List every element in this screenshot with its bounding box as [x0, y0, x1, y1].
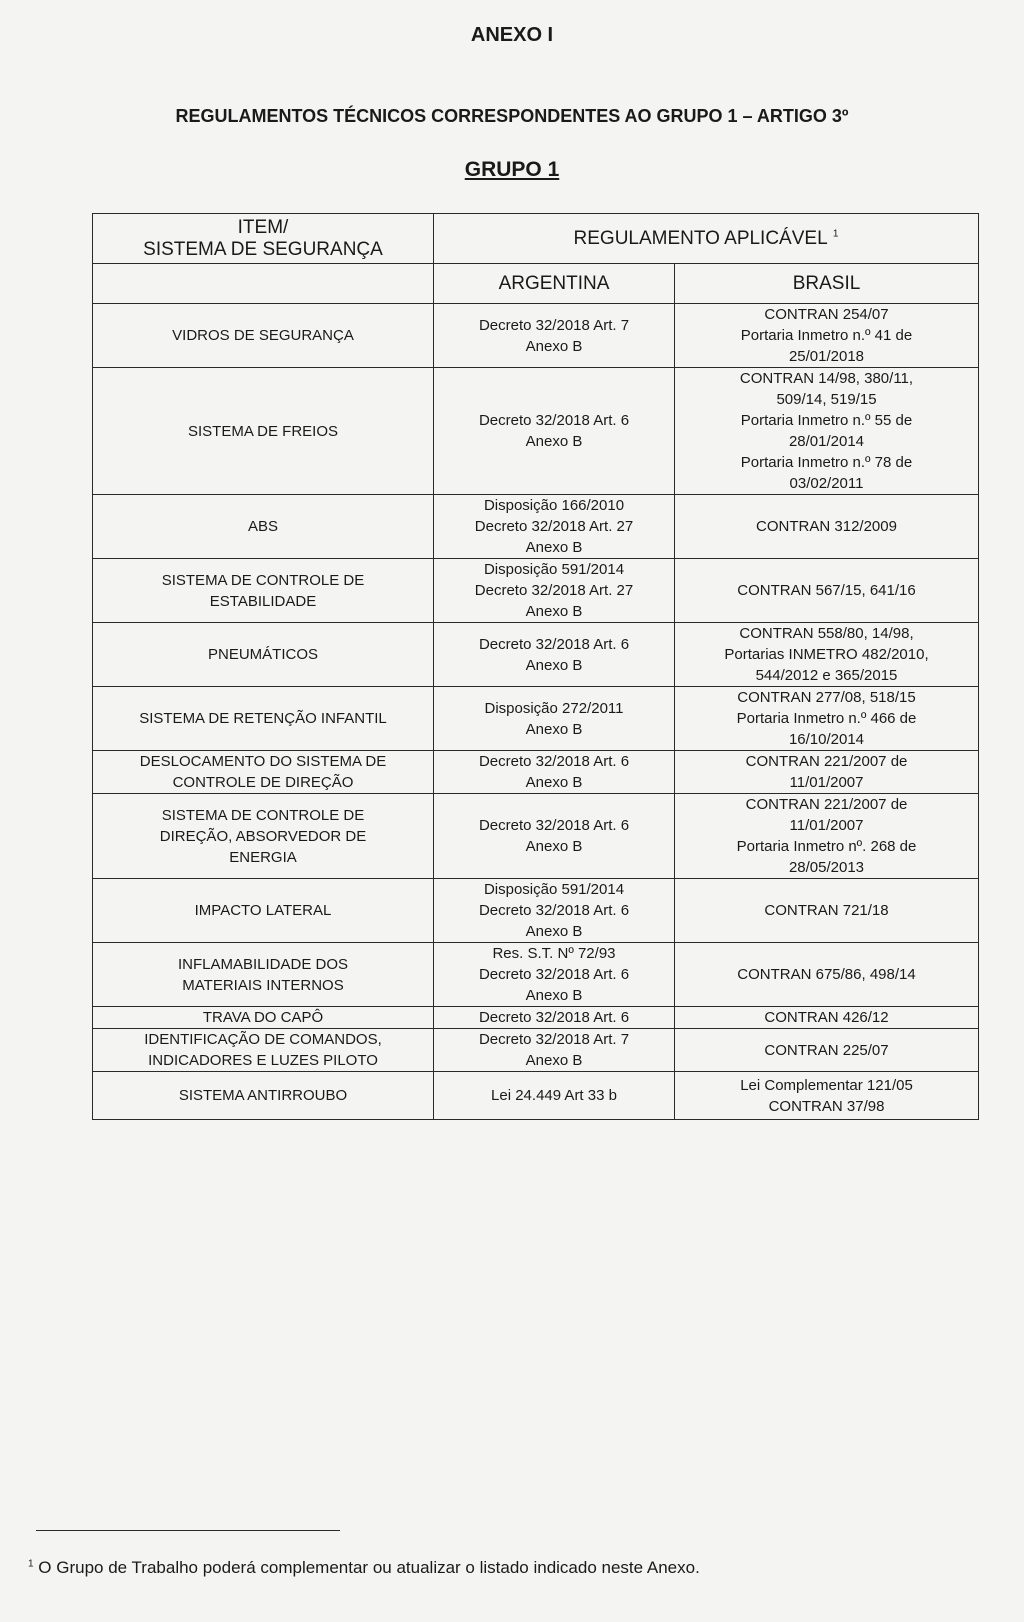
footnote — [28, 1558, 700, 1578]
item-cell-line: ABS — [247, 518, 278, 535]
brasil-cell-line: CONTRAN 221/2007 de — [745, 796, 908, 813]
brasil-cell-line: Portaria Inmetro n.º 78 de — [740, 454, 913, 471]
brasil-cell — [675, 943, 979, 1007]
argentina-cell-line: Anexo B — [525, 987, 583, 1004]
header-regulation — [434, 214, 979, 264]
brasil-cell — [675, 1007, 979, 1029]
item-cell — [93, 304, 434, 368]
argentina-cell-line: Decreto 32/2018 Art. 6 — [478, 412, 630, 429]
item-cell-line: DESLOCAMENTO DO SISTEMA DE — [139, 753, 387, 770]
item-cell — [93, 623, 434, 687]
group-title: GRUPO 1 — [464, 158, 560, 181]
header-brasil: BRASIL — [675, 264, 979, 304]
argentina-cell — [434, 495, 675, 559]
item-cell — [93, 1072, 434, 1120]
item-cell — [93, 1007, 434, 1029]
brasil-cell — [675, 1072, 979, 1120]
argentina-cell — [434, 879, 675, 943]
item-cell-line: TRAVA DO CAPÔ — [202, 1009, 324, 1026]
argentina-cell-line: Anexo B — [525, 539, 583, 556]
item-cell — [93, 751, 434, 794]
table-row — [93, 623, 979, 687]
argentina-cell — [434, 368, 675, 495]
table-row — [93, 687, 979, 751]
argentina-cell — [434, 1029, 675, 1072]
argentina-cell-line: Decreto 32/2018 Art. 6 — [478, 966, 630, 983]
brasil-cell-line: CONTRAN 675/86, 498/14 — [737, 966, 916, 983]
footnote-marker: 1 — [28, 1558, 34, 1570]
brasil-cell-line: CONTRAN 312/2009 — [756, 518, 897, 535]
item-cell-line: IMPACTO LATERAL — [194, 902, 332, 919]
brasil-cell — [675, 495, 979, 559]
table-row — [93, 304, 979, 368]
item-cell — [93, 495, 434, 559]
brasil-cell-line: Portaria Inmetro n.º 55 de — [740, 412, 913, 429]
item-cell — [93, 368, 434, 495]
item-cell-line: SISTEMA DE RETENÇÃO INFANTIL — [139, 710, 387, 727]
brasil-cell-line: 28/01/2014 — [788, 433, 865, 450]
argentina-cell-line: Decreto 32/2018 Art. 27 — [474, 518, 634, 535]
item-cell — [93, 943, 434, 1007]
table-row — [93, 879, 979, 943]
footnote-divider — [36, 1530, 340, 1531]
brasil-cell — [675, 1029, 979, 1072]
argentina-cell — [434, 794, 675, 879]
item-cell — [93, 559, 434, 623]
argentina-cell — [434, 943, 675, 1007]
header-item — [93, 214, 434, 264]
item-cell-line: ESTABILIDADE — [209, 592, 317, 610]
header-item-line2: SISTEMA DE SEGURANÇA — [143, 238, 383, 260]
item-cell — [93, 879, 434, 943]
brasil-cell — [675, 304, 979, 368]
argentina-cell-line: Decreto 32/2018 Art. 6 — [478, 753, 630, 770]
table-row — [93, 495, 979, 559]
brasil-cell-line: CONTRAN 721/18 — [764, 902, 889, 919]
table-row — [93, 1072, 979, 1120]
header-regulation-label: REGULAMENTO APLICÁVEL — [573, 227, 828, 249]
argentina-cell-line: Disposição 166/2010 — [483, 497, 625, 514]
argentina-cell-line: Decreto 32/2018 Art. 6 — [478, 1009, 630, 1026]
item-cell-line: IDENTIFICAÇÃO DE COMANDOS, — [144, 1031, 382, 1048]
item-cell-line: MATERIAIS INTERNOS — [182, 976, 344, 994]
item-cell — [93, 1029, 434, 1072]
brasil-cell-line: CONTRAN 277/08, 518/15 — [737, 689, 916, 706]
brasil-cell-line: CONTRAN 14/98, 380/11, — [739, 370, 914, 387]
header-item-line1: ITEM/ — [237, 216, 289, 238]
argentina-cell-line: Anexo B — [525, 774, 583, 791]
item-cell-line: SISTEMA ANTIRROUBO — [178, 1087, 348, 1104]
brasil-cell — [675, 368, 979, 495]
subheader-blank — [93, 264, 434, 304]
table-row — [93, 943, 979, 1007]
brasil-cell-line: CONTRAN 567/15, 641/16 — [737, 582, 916, 599]
footnote-text: O Grupo de Trabalho poderá complementar ou atualizar o listado indicado neste Anexo. — [38, 1558, 700, 1577]
argentina-cell-line: Anexo B — [525, 603, 583, 620]
argentina-cell-line: Decreto 32/2018 Art. 27 — [474, 582, 634, 599]
brasil-cell — [675, 623, 979, 687]
brasil-cell-line: CONTRAN 225/07 — [764, 1041, 889, 1059]
header-argentina: ARGENTINA — [434, 264, 675, 304]
item-cell — [93, 794, 434, 879]
item-cell-line: INFLAMABILIDADE DOS — [177, 955, 349, 973]
item-cell-line: SISTEMA DE CONTROLE DE — [161, 571, 365, 589]
brasil-cell-line: Portaria Inmetro n.º 466 de — [736, 710, 917, 727]
brasil-cell — [675, 879, 979, 943]
argentina-cell — [434, 1072, 675, 1120]
brasil-cell-line: CONTRAN 254/07 — [764, 306, 889, 323]
brasil-cell-line: CONTRAN 37/98 — [768, 1097, 885, 1115]
brasil-cell-line: 25/01/2018 — [788, 348, 865, 365]
item-cell-line: SISTEMA DE FREIOS — [187, 422, 339, 440]
argentina-cell-line: Decreto 32/2018 Art. 7 — [478, 1031, 630, 1048]
argentina-cell — [434, 751, 675, 794]
brasil-cell-line: 509/14, 519/15 — [776, 391, 877, 408]
argentina-cell-line: Decreto 32/2018 Art. 7 — [478, 316, 630, 334]
brasil-cell-line: Portaria Inmetro n.º 41 de — [740, 327, 913, 344]
argentina-cell-line: Anexo B — [525, 923, 583, 940]
item-cell-line: CONTROLE DE DIREÇÃO — [172, 774, 354, 791]
brasil-cell — [675, 687, 979, 751]
argentina-cell-line: Decreto 32/2018 Art. 6 — [478, 635, 630, 653]
brasil-cell-line: CONTRAN 426/12 — [764, 1009, 889, 1026]
brasil-cell-line: 03/02/2011 — [789, 475, 864, 492]
argentina-cell-line: Disposição 591/2014 — [483, 561, 625, 578]
argentina-cell — [434, 1007, 675, 1029]
brasil-cell-line: Portarias INMETRO 482/2010, — [724, 646, 929, 663]
table-subheader-row — [93, 264, 979, 304]
item-cell-line: ENERGIA — [229, 848, 297, 866]
brasil-cell-line: 28/05/2013 — [788, 859, 865, 876]
argentina-cell-line: Res. S.T. Nº 72/93 — [492, 945, 616, 962]
argentina-cell-line: Decreto 32/2018 Art. 6 — [478, 902, 630, 919]
table-row — [93, 1007, 979, 1029]
annex-title: ANEXO I — [470, 24, 554, 46]
item-cell-line: DIREÇÃO, ABSORVEDOR DE — [159, 827, 367, 845]
brasil-cell-line: 16/10/2014 — [788, 731, 865, 748]
argentina-cell-line: Disposição 591/2014 — [483, 881, 625, 898]
item-cell-line: INDICADORES E LUZES PILOTO — [148, 1052, 378, 1069]
argentina-cell-line: Disposição 272/2011 — [484, 699, 624, 717]
argentina-cell — [434, 304, 675, 368]
table-row — [93, 751, 979, 794]
table-row — [93, 559, 979, 623]
argentina-cell-line: Decreto 32/2018 Art. 6 — [478, 817, 630, 834]
footnote-ref: 1 — [832, 228, 839, 240]
argentina-cell — [434, 623, 675, 687]
brasil-cell — [675, 559, 979, 623]
table-row — [93, 1029, 979, 1072]
regulations-table — [92, 213, 979, 1120]
brasil-cell-line: CONTRAN 558/80, 14/98, — [739, 625, 914, 642]
brasil-cell-line: 11/01/2007 — [789, 774, 864, 791]
item-cell-line: PNEUMÁTICOS — [207, 646, 318, 663]
table-row — [93, 794, 979, 879]
argentina-cell-line: Anexo B — [525, 337, 583, 355]
brasil-cell-line: 544/2012 e 365/2015 — [755, 667, 898, 684]
document-title: REGULAMENTOS TÉCNICOS CORRESPONDENTES AO GRUPO 1 – ARTIGO 3º — [175, 106, 849, 126]
brasil-cell-line: 11/01/2007 — [789, 817, 864, 834]
item-cell — [93, 687, 434, 751]
brasil-cell — [675, 751, 979, 794]
table-header-row — [93, 214, 979, 264]
argentina-cell-line: Anexo B — [525, 433, 583, 450]
argentina-cell — [434, 687, 675, 751]
brasil-cell — [675, 794, 979, 879]
argentina-cell-line: Anexo B — [525, 1052, 583, 1069]
brasil-cell-line: CONTRAN 221/2007 de — [745, 753, 908, 770]
argentina-cell-line: Anexo B — [525, 720, 583, 738]
argentina-cell-line: Anexo B — [525, 656, 583, 674]
table-row — [93, 368, 979, 495]
brasil-cell-line: Portaria Inmetro nº. 268 de — [736, 838, 917, 855]
argentina-cell — [434, 559, 675, 623]
argentina-cell-line: Anexo B — [525, 838, 583, 855]
item-cell-line: VIDROS DE SEGURANÇA — [172, 327, 354, 344]
argentina-cell-line: Lei 24.449 Art 33 b — [491, 1087, 617, 1104]
item-cell-line: SISTEMA DE CONTROLE DE — [161, 806, 365, 824]
brasil-cell-line: Lei Complementar 121/05 — [740, 1076, 913, 1094]
